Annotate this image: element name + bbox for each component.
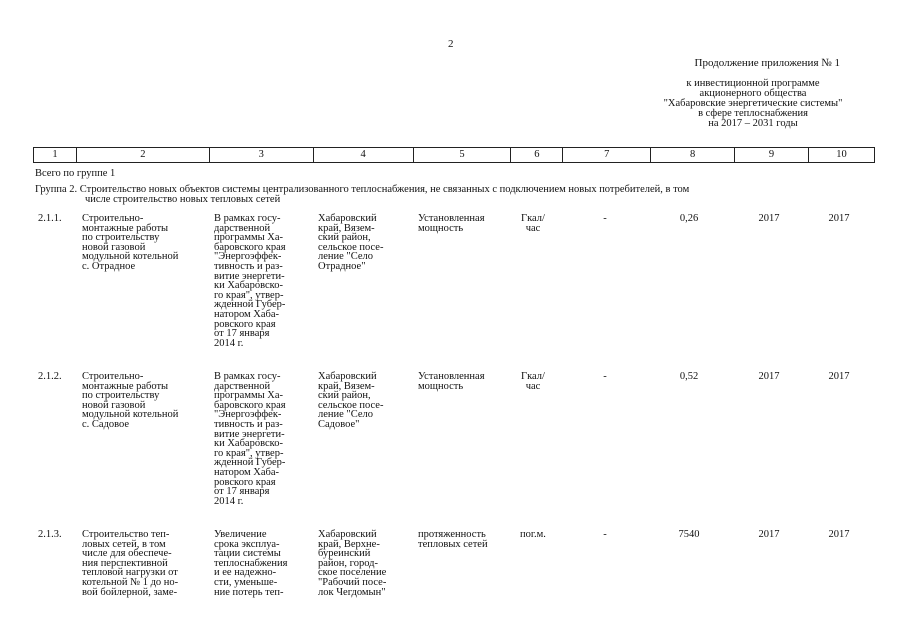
appendix-line: "Хабаровские энергетические системы" xyxy=(663,98,843,109)
value-col7: - xyxy=(603,213,607,224)
value-col8: 0,26 xyxy=(679,213,699,224)
project-location: Хабаровский край, Верхне- буреинский район, город- ское поселение "Рабочий посе- лок Чегдомын" xyxy=(318,529,387,598)
appendix-line: акционерного общества xyxy=(699,88,807,99)
project-name: Строительство теп- ловых сетей, в том числе для обеспече- ния перспективной тепловой нагрузки от котельной № 1 до но- вой бойлерной, заме- xyxy=(82,529,179,598)
value-col8: 0,52 xyxy=(679,371,699,382)
row-number: 2.1.3. xyxy=(38,529,62,540)
group-total-label: Всего по группе 1 xyxy=(35,168,116,179)
continuation-label: Продолжение приложения № 1 xyxy=(694,57,840,69)
column-number: 4 xyxy=(313,148,413,163)
project-location: Хабаровский край, Вязем- ский район, сельское посе- ление "Село Садовое" xyxy=(318,371,384,430)
project-name: Строительно- монтажные работы по строительству новой газовой модульной котельной с. Садовое xyxy=(82,371,179,430)
column-number: 6 xyxy=(511,148,563,163)
project-name: Строительно- монтажные работы по строительству новой газовой модульной котельной с. Отрадное xyxy=(82,213,179,272)
value-col7: - xyxy=(603,529,607,540)
column-number: 5 xyxy=(413,148,511,163)
end-year: 2017 xyxy=(828,371,850,382)
column-number: 8 xyxy=(651,148,735,163)
end-year: 2017 xyxy=(828,213,850,224)
group-title-line1: Группа 2. Строительство новых объектов системы централизованного теплоснабжения, не связанных с подключением новых потребителей, в том xyxy=(35,184,690,195)
appendix-description xyxy=(640,79,866,129)
project-basis: В рамках госу- дарственной программы Ха- баровского края "Энергоэффек- тивность и раз- витие энергети- ки Хабаровско- го края", утвер- жденной Губер- натором Хаба- ровского края от 17 января 2014 г. xyxy=(214,371,286,507)
row-number: 2.1.1. xyxy=(38,213,62,224)
column-number: 10 xyxy=(809,148,875,163)
start-year: 2017 xyxy=(758,213,780,224)
unit: пог.м. xyxy=(520,529,546,540)
row-number: 2.1.2. xyxy=(38,371,62,382)
appendix-line: на 2017 – 2031 годы xyxy=(708,118,798,129)
column-number: 2 xyxy=(76,148,209,163)
column-number-header xyxy=(33,147,875,163)
start-year: 2017 xyxy=(758,529,780,540)
column-number: 1 xyxy=(34,148,77,163)
group-title-line2: числе строительство новых тепловых сетей xyxy=(85,194,281,205)
end-year: 2017 xyxy=(828,529,850,540)
value-col8: 7540 xyxy=(678,529,700,540)
project-basis: В рамках госу- дарственной программы Ха- баровского края "Энергоэффек- тивность и раз- витие энергети- ки Хабаровско- го края", утвер- жденной Губер- натором Хаба- ровского края от 17 января 2014 г. xyxy=(214,213,286,349)
column-number: 9 xyxy=(735,148,809,163)
parameter-name: Установленная мощность xyxy=(418,213,485,234)
project-basis: Увеличение срока эксплуа- тации системы теплоснабжения и ее надежно- сти, уменьше- ние потерь теп- xyxy=(214,529,288,598)
parameter-name: Установленная мощность xyxy=(418,371,485,392)
value-col7: - xyxy=(603,371,607,382)
unit: Гкал/ час xyxy=(521,213,545,234)
column-number: 7 xyxy=(563,148,651,163)
unit: Гкал/ час xyxy=(521,371,545,392)
column-number: 3 xyxy=(209,148,313,163)
group-heading xyxy=(35,185,875,205)
start-year: 2017 xyxy=(758,371,780,382)
parameter-name: протяженность тепловых сетей xyxy=(418,529,488,550)
page-number: 2 xyxy=(448,38,454,50)
project-location: Хабаровский край, Вязем- ский район, сельское посе- ление "Село Отрадное" xyxy=(318,213,384,272)
appendix-line: в сфере теплоснабжения xyxy=(698,108,808,119)
appendix-line: к инвестиционной программе xyxy=(686,78,820,89)
